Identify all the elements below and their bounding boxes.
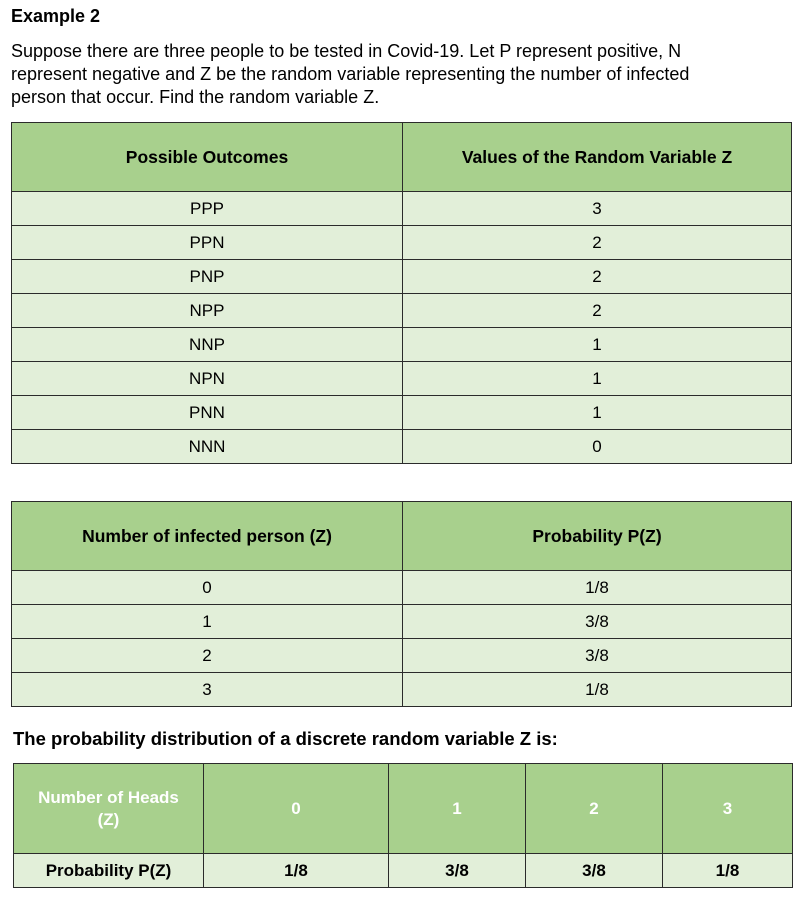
z-value-cell: 3 (663, 764, 793, 854)
distribution-table (13, 763, 793, 888)
header-label-line: (Z) (97, 809, 120, 829)
z-value-cell: 1 (389, 764, 526, 854)
outcome-cell: NPP (12, 294, 403, 328)
probability-cell: 1/8 (663, 854, 793, 888)
value-cell: 1 (403, 328, 792, 362)
problem-line: person that occur. Find the random variable Z. (11, 87, 380, 107)
outcome-cell: PPP (12, 192, 403, 226)
value-cell: 1 (403, 362, 792, 396)
header-number-of-heads (14, 764, 204, 854)
outcome-cell: PNN (12, 396, 403, 430)
table-row (12, 639, 792, 673)
value-cell: 1 (403, 396, 792, 430)
header-possible-outcomes: Possible Outcomes (12, 123, 403, 192)
table-header-row (12, 502, 792, 571)
value-cell: 2 (403, 294, 792, 328)
header-probability: Probability P(Z) (403, 502, 792, 571)
probability-cell: 1/8 (403, 571, 792, 605)
probability-table (11, 501, 792, 707)
header-number-infected: Number of infected person (Z) (12, 502, 403, 571)
z-cell: 1 (12, 605, 403, 639)
table-row (12, 605, 792, 639)
probability-cell: 3/8 (526, 854, 663, 888)
table-row (12, 328, 792, 362)
probability-cell: 3/8 (389, 854, 526, 888)
table-row (12, 571, 792, 605)
problem-line: represent negative and Z be the random variable representing the number of infected (11, 64, 690, 84)
problem-statement (11, 40, 796, 109)
distribution-title: The probability distribution of a discrete random variable Z is: (13, 728, 558, 749)
outcome-cell: PPN (12, 226, 403, 260)
example-heading: Example 2 (11, 6, 101, 26)
table-row (12, 430, 792, 464)
outcome-cell: NNN (12, 430, 403, 464)
table-row (12, 226, 792, 260)
distribution-probability-row (14, 854, 793, 888)
value-cell: 2 (403, 226, 792, 260)
value-cell: 0 (403, 430, 792, 464)
probability-row-label: Probability P(Z) (14, 854, 204, 888)
outcome-cell: PNP (12, 260, 403, 294)
value-cell: 2 (403, 260, 792, 294)
table-row (12, 260, 792, 294)
probability-cell: 3/8 (403, 639, 792, 673)
table-row (12, 294, 792, 328)
probability-cell: 1/8 (204, 854, 389, 888)
table-row (12, 192, 792, 226)
table-header-row (12, 123, 792, 192)
header-label-line: Number of Heads (38, 787, 179, 807)
table-row (12, 396, 792, 430)
table-row (12, 673, 792, 707)
value-cell: 3 (403, 192, 792, 226)
z-value-cell: 2 (526, 764, 663, 854)
header-random-variable-values: Values of the Random Variable Z (403, 123, 792, 192)
z-cell: 3 (12, 673, 403, 707)
outcome-cell: NPN (12, 362, 403, 396)
table-row (12, 362, 792, 396)
problem-line: Suppose there are three people to be tested in Covid-19. Let P represent positive, N (11, 41, 682, 61)
z-cell: 0 (12, 571, 403, 605)
z-value-cell: 0 (204, 764, 389, 854)
distribution-header-row (14, 764, 793, 854)
probability-cell: 1/8 (403, 673, 792, 707)
z-cell: 2 (12, 639, 403, 673)
outcomes-table (11, 122, 792, 464)
outcome-cell: NNP (12, 328, 403, 362)
probability-cell: 3/8 (403, 605, 792, 639)
